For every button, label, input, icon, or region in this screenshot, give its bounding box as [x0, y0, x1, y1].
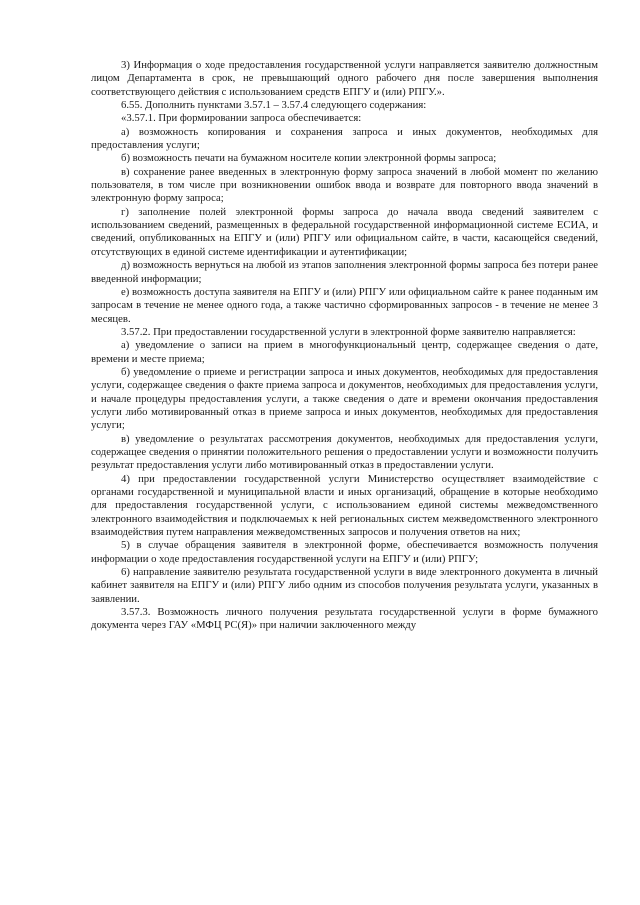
paragraph-info-progress: 3) Информация о ходе предоставления государственной услуги направляется заявителю должностным лицом Департамента в срок, не превышающий одного рабочего дня после завершения выполнения соответствующего действия с использованием средств ЕПГУ и (или) РПГУ.».	[91, 59, 598, 98]
paragraph-3-57-2-v: в) уведомление о результатах рассмотрения документов, необходимых для предоставления услуги, содержащее сведения о принятии положительного решения о предоставлении услуги и возможности получить результат предоставления услуги либо мотивированный отказ в предоставлении услуги.	[91, 432, 598, 472]
paragraph-3-57-1-e: е) возможность доступа заявителя на ЕПГУ и (или) РПГУ или официальном сайте к ранее поданным им запросам в течение не менее одного года, а также частично сформированных запросов - в течение не менее 3 месяцев.	[91, 285, 598, 325]
paragraph-item-6: 6) направление заявителю результата государственной услуги в виде электронного документа в личный кабинет заявителя на ЕПГУ и (или) РПГУ либо одним из способов получения результата услуги, указанных в заявлении.	[91, 566, 598, 605]
document-body	[91, 59, 598, 633]
paragraph-item-5: 5) в случае обращения заявителя в электронной форме, обеспечивается возможность получения информации о ходе предоставления государственной услуги на ЕПГУ и (или) РПГУ;	[91, 539, 598, 565]
paragraph-3-57-1-heading: «3.57.1. При формировании запроса обеспечивается:	[121, 112, 362, 125]
paragraph-3-57-1-a: а) возможность копирования и сохранения запроса и иных документов, необходимых для предоставления услуги;	[91, 125, 598, 152]
paragraph-3-57-2-heading: 3.57.2. При предоставлении государственной услуги в электронной форме заявителю направляется:	[121, 325, 576, 338]
paragraph-3-57-2-a: а) уведомление о записи на прием в многофункциональный центр, содержащее сведения о дате, времени и месте приема;	[91, 339, 598, 365]
paragraph-3-57-3: 3.57.3. Возможность личного получения результата государственной услуги в форме бумажного документа через ГАУ «МФЦ РС(Я)» при наличии заключенного между	[91, 606, 598, 632]
paragraph-item-4: 4) при предоставлении государственной услуги Министерство осуществляет взаимодействие с органами государственной и муниципальной власти и иных организаций, обращение в которые необходимо для предоставления государственной услуги, с использованием единой системы межведомственного электронного взаимодействия и подключаемых к ней региональных систем межведомственного электронного взаимодействия путем направления межведомственных запросов и получения ответов на них;	[91, 472, 598, 539]
paragraph-3-57-1-v: в) сохранение ранее введенных в электронную форму запроса значений в любой момент по желанию пользователя, в том числе при возникновении ошибок ввода и возврате для повторного ввода значений в электронную форму запроса;	[91, 165, 598, 205]
paragraph-amendment-6-55: 6.55. Дополнить пунктами 3.57.1 – 3.57.4 следующего содержания:	[121, 99, 427, 112]
paragraph-3-57-1-b: б) возможность печати на бумажном носителе копии электронной формы запроса;	[121, 152, 497, 165]
paragraph-3-57-1-g: г) заполнение полей электронной формы запроса до начала ввода сведений заявителем с использованием сведений, размещенных в федеральной государственной информационной системе ЕСИА, и сведений, опубликованных на ЕПГУ и (или) РПГУ или официальном сайте, в части, касающейся сведений, отсутствующих в единой системе идентификации и аутентификации;	[91, 205, 598, 258]
paragraph-3-57-2-b: б) уведомление о приеме и регистрации запроса и иных документов, необходимых для предоставления услуги, содержащее сведения о факте приема запроса и документов, необходимых для предоставления услуги, и начале процедуры предоставления услуги, а также сведения о дате и времени окончания предоставления услуги либо мотивированный отказ в приеме запроса и иных документов, необходимых для предоставления услуги;	[91, 365, 598, 432]
paragraph-3-57-1-d: д) возможность вернуться на любой из этапов заполнения электронной формы запроса без потери ранее введенной информации;	[91, 259, 598, 285]
